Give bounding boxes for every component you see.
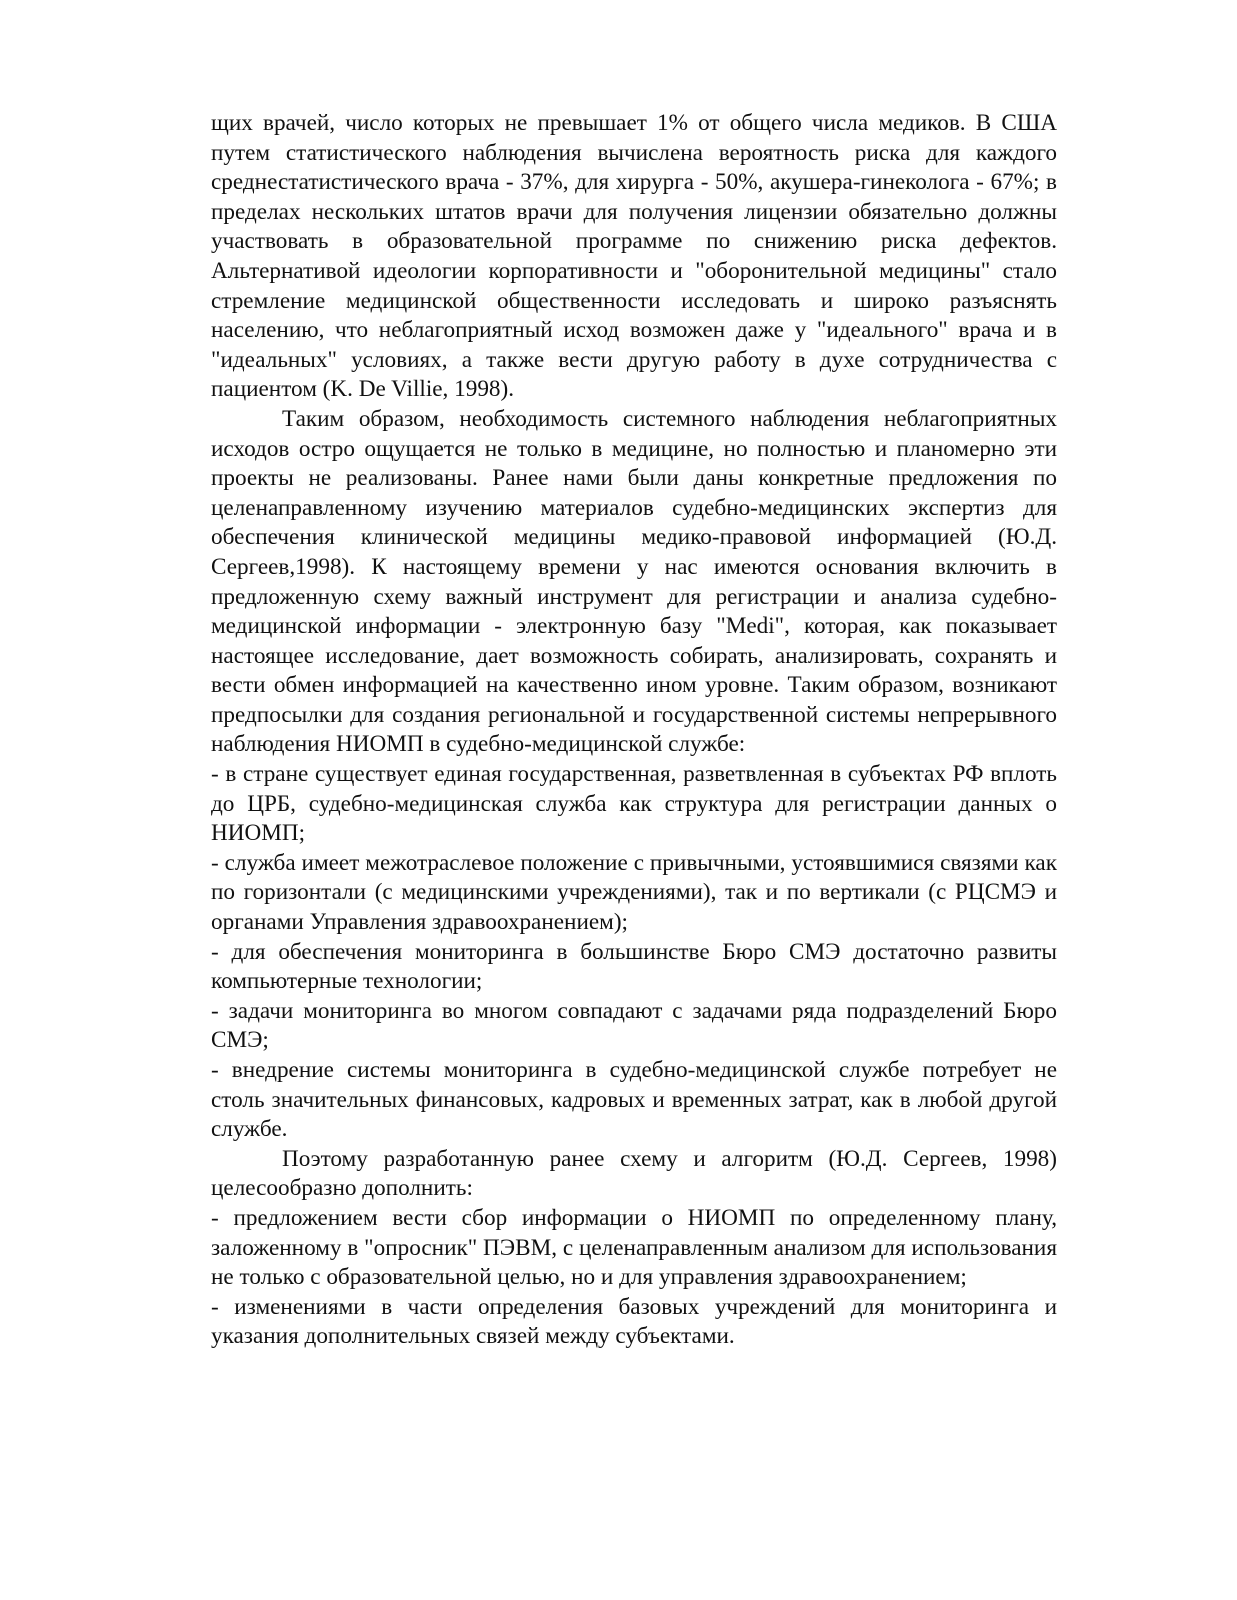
list-item-intersectoral-position: - служба имеет межотраслевое положение с привычными, устоявшимися связями как по горизонтали (с медицинскими учреждениями), так и по вертикали (с РЦСМЭ и органами Управления здравоохранением); bbox=[211, 849, 1057, 936]
list-item-base-institutions: - изменениями в части определения базовых учреждений для мониторинга и указания дополнительных связей между субъектами. bbox=[211, 1293, 1057, 1350]
list-item-state-service: - в стране существует единая государственная, разветвленная в субъектах РФ вплоть до ЦРБ, судебно-медицинская служба как структура для регистрации данных о НИОМП; bbox=[211, 761, 1057, 847]
paragraph-risk-statistics: щих врачей, число которых не превышает 1% от общего числа медиков. В США путем статистического наблюдения вычислена вероятность риска для каждого среднестатистического врача - 37%, для хирурга - 50%, акушера-гинеколога - 67%; в пределах нескольких штатов врачи для получения лицензии обязательно должны участвовать в образовательной программе по снижению риска дефектов. Альтернативой идеологии корпоративности и "оборонительной медицины" стало стремление медицинской общественности исследовать и широко разъяснять населению, что неблагоприятный исход возможен даже у "идеального" врача и в "идеальных" условиях, а также вести другую работу в духе сотрудничества с пациентом (K. De Villie, 1998). bbox=[211, 110, 1057, 403]
list-item-information-collection: - предложением вести сбор информации о НИОМП по определенному плану, заложенному в "опросник" ПЭВМ, с целенаправленным анализом для использования не только с образовательной целью, но и для управления здравоохранением; bbox=[211, 1204, 1057, 1291]
list-item-monitoring-tasks: - задачи мониторинга во многом совпадают с задачами ряда подразделений Бюро СМЭ; bbox=[211, 997, 1057, 1054]
paragraph-scheme-supplement: Поэтому разработанную ранее схему и алгоритм (Ю.Д. Сергеев, 1998) целесообразно дополнить: bbox=[211, 1145, 1057, 1202]
list-item-computer-technologies: - для обеспечения мониторинга в большинстве Бюро СМЭ достаточно развиты компьютерные технологии; bbox=[211, 938, 1057, 995]
list-item-implementation-costs: - внедрение системы мониторинга в судебно-медицинской службе потребует не столь значительных финансовых, кадровых и временных затрат, как в любой другой службе. bbox=[211, 1057, 1057, 1143]
paragraph-monitoring-need: Таким образом, необходимость системного наблюдения неблагоприятных исходов остро ощущается не только в медицине, но полностью и планомерно эти проекты не реализованы. Ранее нами были даны конкретные предложения по целенаправленному изучению материалов судебно-медицинских экспертиз для обеспечения клинической медицины медико-правовой информацией (Ю.Д. Сергеев,1998). К настоящему времени у нас имеются основания включить в предложенную схему важный инструмент для регистрации и анализа судебно-медицинской информации - электронную базу "Medi", которая, как показывает настоящее исследование, дает возможность собирать, анализировать, сохранять и вести обмен информацией на качественно ином уровне. Таким образом, возникают предпосылки для создания региональной и государственной системы непрерывного наблюдения НИОМП в судебно-медицинской службе: bbox=[211, 405, 1057, 758]
document-page bbox=[211, 109, 1057, 1352]
